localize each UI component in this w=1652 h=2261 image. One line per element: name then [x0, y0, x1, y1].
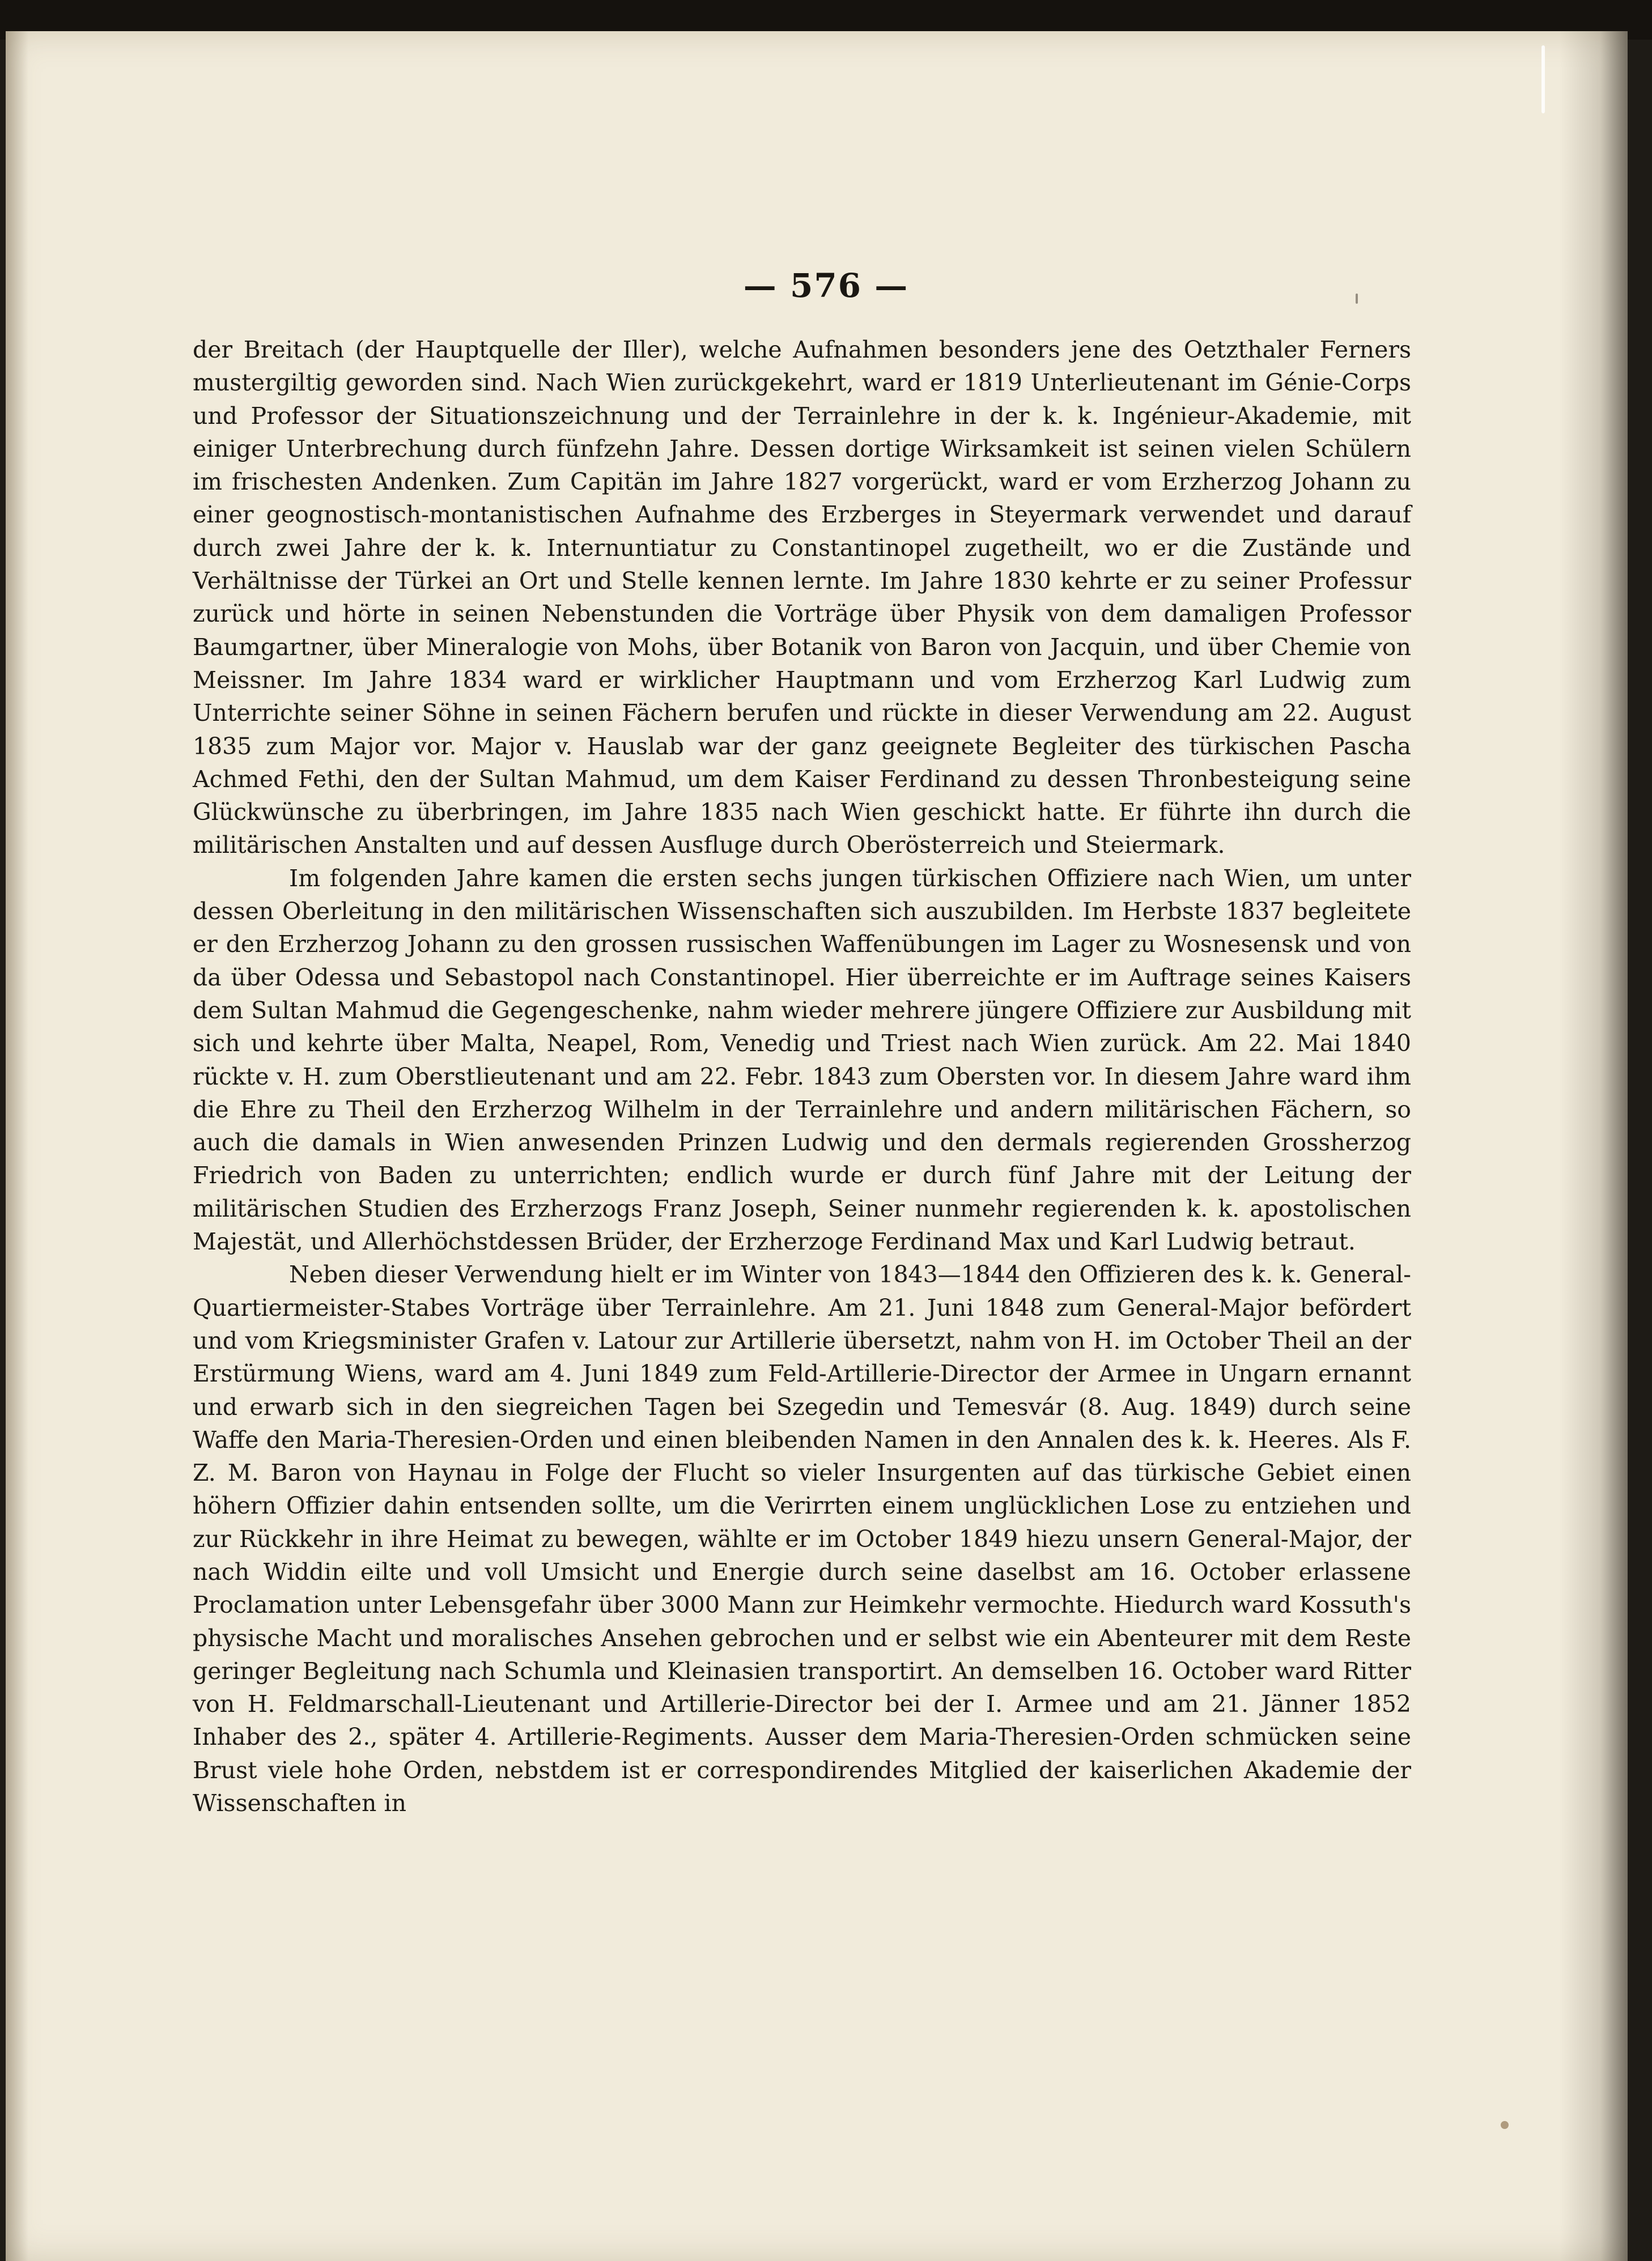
page-left-edge: [6, 31, 28, 2261]
page-body-text: [193, 333, 1411, 1820]
scan-highlight-mark: [1541, 45, 1545, 113]
paragraph-1: der Breitach (der Hauptquelle der Iller), welche Aufnahmen besonders jene des Oetzthaler Ferners mustergiltig geworden sind. Nach Wien zurückgekehrt, ward er 1819 Unterlieutenant im Génie-Corps und Professor der Situationszeichnung und der Terrainlehre in der k. k. Ingénieur-Akademie, mit einiger Unterbrechung durch fünfzehn Jahre. Dessen dortige Wirksamkeit ist seinen vielen Schülern im frischesten Andenken. Zum Capitän im Jahre 1827 vorgerückt, ward er vom Erzherzog Johann zu einer geognostisch-montanistischen Aufnahme des Erzberges in Steyermark verwendet und darauf durch zwei Jahre der k. k. Internuntiatur zu Constantinopel zugetheilt, wo er die Zustände und Verhältnisse der Türkei an Ort und Stelle kennen lernte. Im Jahre 1830 kehrte er zu seiner Professur zurück und hörte in seinen Nebenstunden die Vorträge über Physik von dem damaligen Professor Baumgartner, über Mineralogie von Mohs, über Botanik von Baron von Jacquin, und über Chemie von Meissner. Im Jahre 1834 ward er wirklicher Hauptmann und vom Erzherzog Karl Ludwig zum Unterrichte seiner Söhne in seinen Fächern berufen und rückte in dieser Verwendung am 22. August 1835 zum Major vor. Major v. Hauslab war der ganz geeignete Begleiter des türkischen Pascha Achmed Fethi, den der Sultan Mahmud, um dem Kaiser Ferdinand zu dessen Thronbesteigung seine Glückwünsche zu überbringen, im Jahre 1835 nach Wien geschickt hatte. Er führte ihn durch die militärischen Anstalten und auf dessen Ausfluge durch Oberösterreich und Steiermark.: [193, 336, 1411, 859]
paragraph-3: Neben dieser Verwendung hielt er im Winter von 1843—1844 den Offizieren des k. k. General-Quartiermeister-Stabes Vorträge über Terrainlehre. Am 21. Juni 1848 zum General-Major befördert und vom Kriegsminister Grafen v. Latour zur Artillerie übersetzt, nahm von H. im October Theil an der Erstürmung Wiens, ward am 4. Juni 1849 zum Feld-Artillerie-Director der Armee in Ungarn ernannt und erwarb sich in den siegreichen Tagen bei Szegedin und Temesvár (8. Aug. 1849) durch seine Waffe den Maria-Theresien-Orden und einen bleibenden Namen in den Annalen des k. k. Heeres. Als F. Z. M. Baron von Haynau in Folge der Flucht so vieler Insurgenten auf das türkische Gebiet einen höhern Offizier dahin entsenden sollte, um die Verirrten einem unglücklichen Lose zu entziehen und zur Rückkehr in ihre Heimat zu bewegen, wählte er im October 1849 hiezu unsern General-Major, der nach Widdin eilte und voll Umsicht und Energie durch seine daselbst am 16. October erlassene Proclamation unter Lebensgefahr über 3000 Mann zur Heimkehr vermochte. Hiedurch ward Kossuth's physische Macht und moralisches Ansehen gebrochen und er selbst wie ein Abenteurer mit dem Reste geringer Begleitung nach Schumla und Kleinasien transportirt. An demselben 16. October ward Ritter von H. Feldmarschall-Lieutenant und Artillerie-Director bei der I. Armee und am 21. Jänner 1852 Inhaber des 2., später 4. Artillerie-Regiments. Ausser dem Maria-Theresien-Orden schmücken seine Brust viele hohe Orden, nebstdem ist er correspondirendes Mitglied der kaiserlichen Akademie der Wissenschaften in: [193, 1261, 1411, 1817]
paper-stain: [1501, 2121, 1509, 2129]
page-number: — 576 —: [743, 266, 909, 305]
book-gutter-shadow: [1560, 31, 1628, 2261]
paragraph-2: Im folgenden Jahre kamen die ersten sechs jungen türkischen Offiziere nach Wien, um unter dessen Oberleitung in den militärischen Wissenschaften sich auszubilden. Im Herbste 1837 begleitete er den Erzherzog Johann zu den grossen russischen Waffenübungen im Lager zu Wosnesensk und von da über Odessa und Sebastopol nach Constantinopel. Hier überreichte er im Auftrage seines Kaisers dem Sultan Mahmud die Gegengeschenke, nahm wieder mehrere jüngere Offiziere zur Ausbildung mit sich und kehrte über Malta, Neapel, Rom, Venedig und Triest nach Wien zurück. Am 22. Mai 1840 rückte v. H. zum Oberstlieutenant und am 22. Febr. 1843 zum Obersten vor. In diesem Jahre ward ihm die Ehre zu Theil den Erzherzog Wilhelm in der Terrainlehre und andern militärischen Fächern, so auch die damals in Wien anwesenden Prinzen Ludwig und den dermals regierenden Grossherzog Friedrich von Baden zu unterrichten; endlich wurde er durch fünf Jahre mit der Leitung der militärischen Studien des Erzherzogs Franz Joseph, Seiner nunmehr regierenden k. k. apostolischen Majestät, und Allerhöchstdessen Brüder, der Erzherzoge Ferdinand Max und Karl Ludwig betraut.: [193, 864, 1411, 1256]
